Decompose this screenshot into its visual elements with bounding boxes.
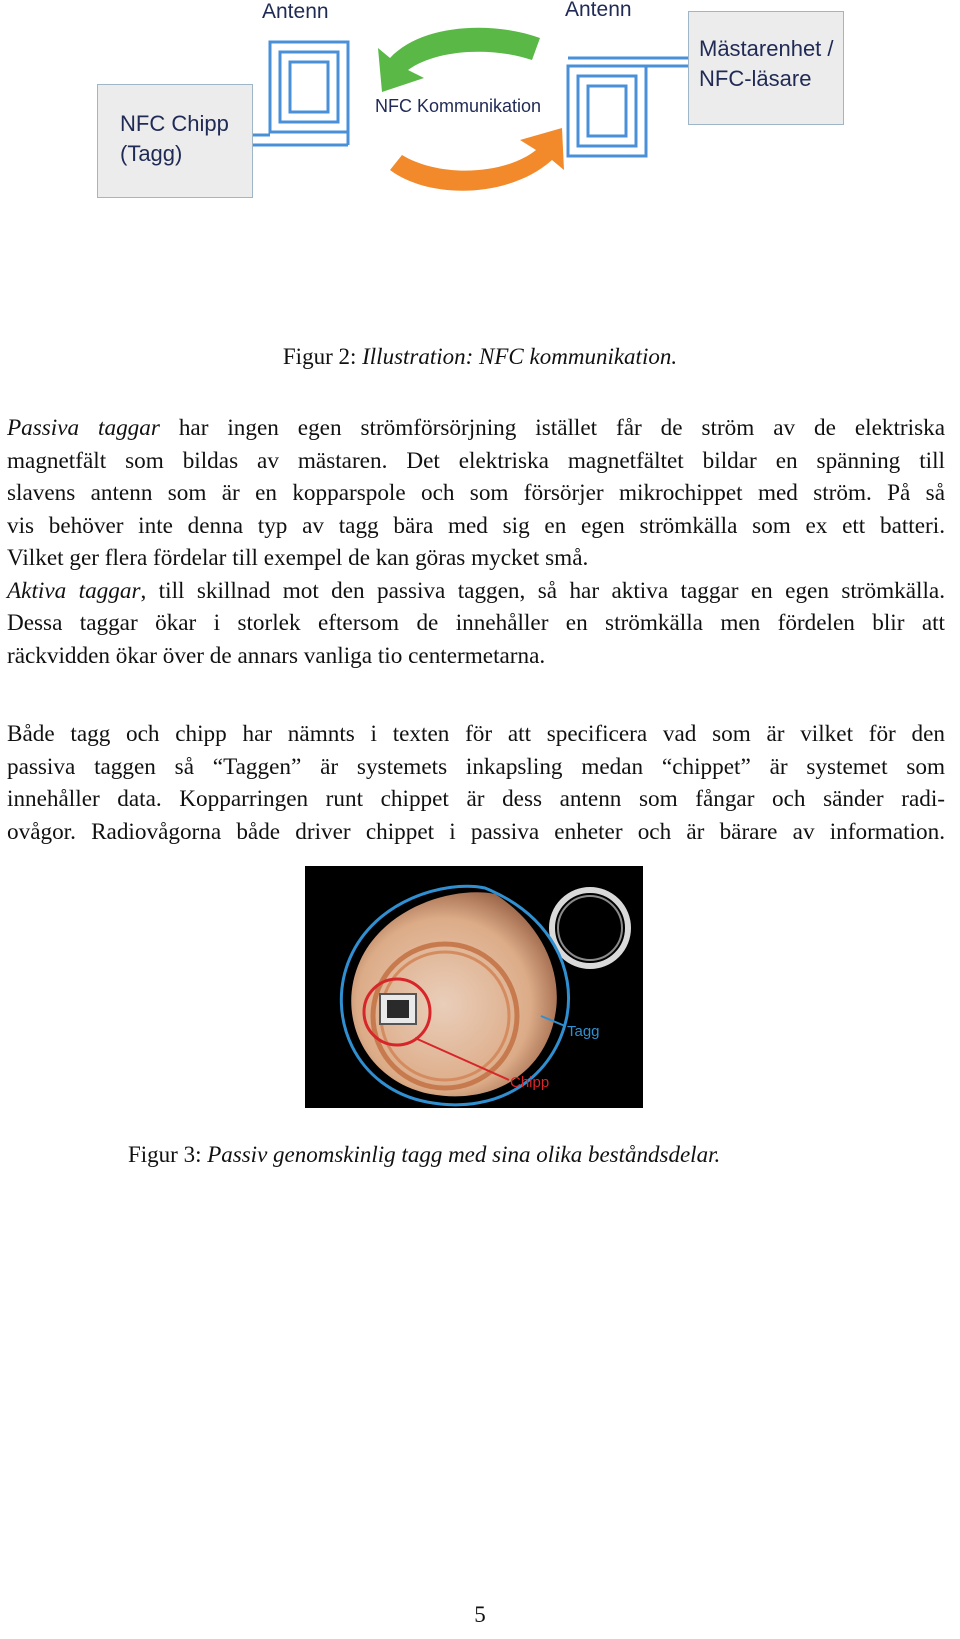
- term-active-tags: Aktiva taggar: [7, 577, 141, 604]
- figure-2-caption: [0, 344, 960, 370]
- text-line: vis behöver inte denna typ av tagg bära med sig en egen strömkälla som ex ett batteri.: [7, 512, 945, 539]
- tag-label: Tagg: [567, 1023, 600, 1040]
- paragraph-passive-active: [7, 412, 945, 672]
- chip-box-line2: (Tagg): [120, 141, 183, 166]
- keyring-icon: [552, 890, 628, 966]
- text-line: Vilket ger flera fördelar till exempel de kan göras mycket små.: [7, 545, 589, 571]
- caption-text: Passiv genomskinlig tagg med sina olika beståndsdelar.: [207, 1142, 721, 1167]
- text-fragment: , till skillnad mot den passiva taggen, så har aktiva taggar en egen strömkälla.: [140, 577, 946, 604]
- text-line: räckvidden ökar över de annars vanliga tio centermetarna.: [7, 642, 546, 669]
- nfc-tag-illustration: [305, 866, 643, 1108]
- text-line: [7, 412, 945, 445]
- caption-prefix: Figur 2:: [282, 344, 357, 369]
- text-line: innehåller data. Kopparringen runt chippet är dess antenn som fångar och sänder radi-: [7, 786, 945, 812]
- text-line: ovågor. Radiovågorna både driver chippet i passiva enheter och är bärare av information.: [7, 818, 945, 845]
- text-line: Dessa taggar ökar i storlek eftersom de innehåller en strömkälla men fördelen blir att: [7, 610, 945, 636]
- nfc-tag-photo: [305, 866, 643, 1108]
- caption-text: Illustration: NFC kommunikation.: [362, 344, 678, 369]
- figure-3-caption: [0, 1142, 960, 1168]
- chip-box-line1: NFC Chipp: [120, 111, 229, 136]
- antenna-label-left: Antenn: [262, 0, 329, 23]
- caption-prefix: Figur 3:: [128, 1142, 202, 1167]
- paragraph-tag-chip: [7, 718, 945, 848]
- text-line: Både tagg och chipp har nämnts i texten för att specificera vad som är vilket för den: [7, 721, 945, 747]
- text-line: slavens antenn som är en kopparspole och som försörjer mikrochippet med ström. På så: [7, 480, 945, 506]
- nfc-diagram: [90, 0, 850, 300]
- text-line: magnetfält som bildas av mästaren. Det elektriska magnetfältet bildar en spänning till: [7, 447, 945, 474]
- right-antenna-coil-icon: [568, 58, 688, 156]
- page-number: 5: [474, 1602, 486, 1627]
- term-passive-tags: Passiva taggar: [7, 415, 160, 441]
- chip-label: Chipp: [510, 1074, 550, 1091]
- nfc-reader-box: [688, 11, 844, 125]
- text-fragment: har ingen egen strömförsörjning istället får de ström av de elektriska: [159, 415, 945, 441]
- nfc-communication-label: NFC Kommunikation: [375, 96, 542, 116]
- left-antenna-coil-icon: [253, 42, 348, 145]
- reader-box-line2: NFC-läsare: [699, 66, 812, 91]
- antenna-label-right: Antenn: [565, 0, 632, 21]
- reader-box-line1: Mästarenhet /: [699, 36, 834, 61]
- text-line: [7, 575, 945, 608]
- orange-arrow-icon: [390, 128, 564, 191]
- nfc-chip-box: [97, 84, 253, 198]
- green-arrow-icon: [378, 28, 540, 92]
- text-line: passiva taggen så “Taggen” är systemets inkapsling medan “chippet” är systemet som: [7, 753, 945, 780]
